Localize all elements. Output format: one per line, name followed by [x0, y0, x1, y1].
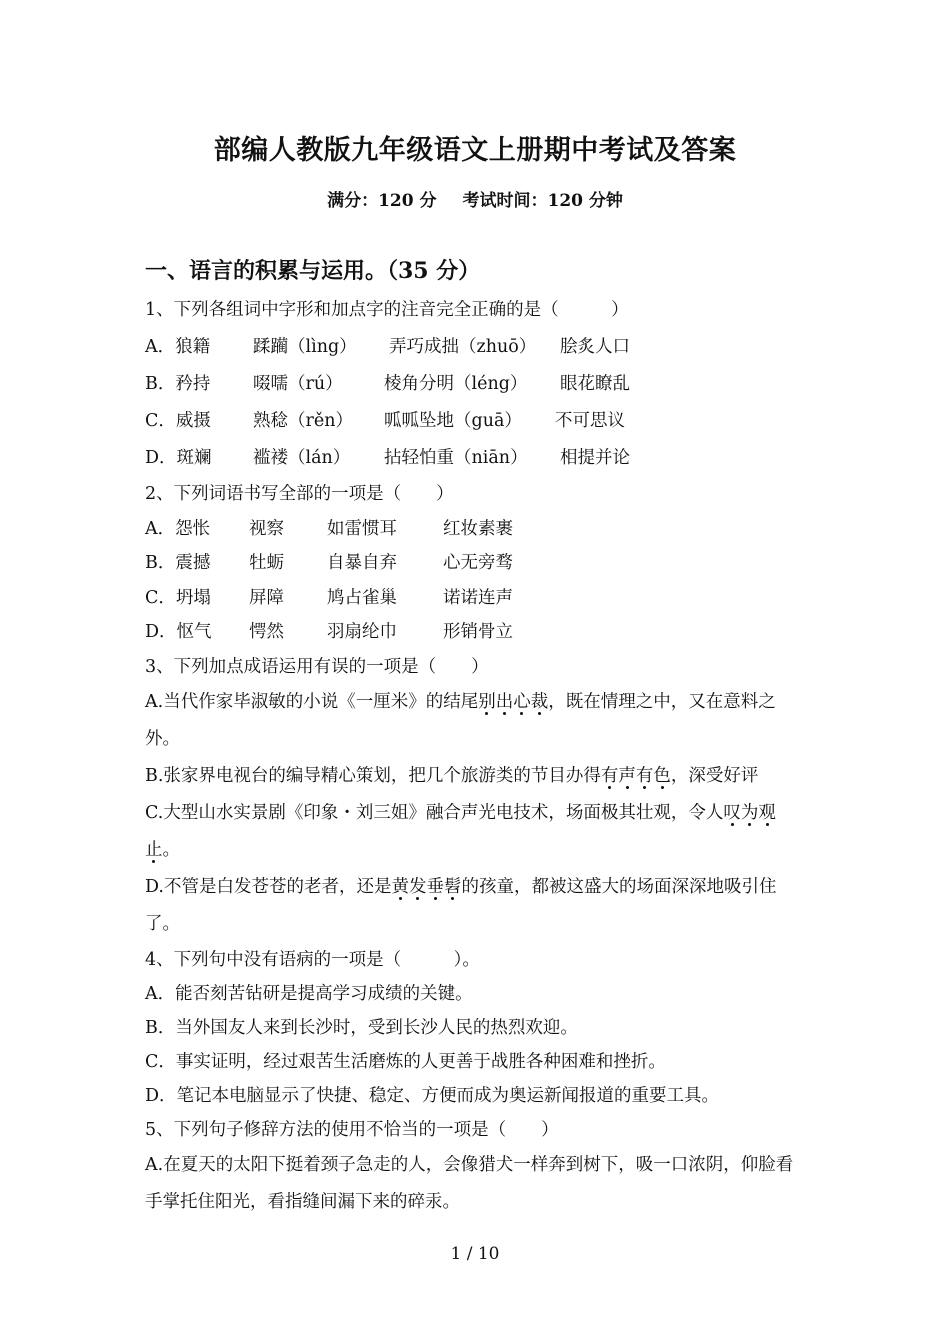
full-score: 满分：120 分 [327, 191, 437, 211]
option-d [145, 615, 810, 650]
option-word: 鸠占雀巢 [327, 587, 397, 608]
question-stem: 2、下列词语书写全部的一项是（ ） [145, 484, 454, 504]
emphasis-char: 有 [600, 765, 619, 786]
option-a [145, 684, 810, 758]
option-word: 自暴自弃 [327, 553, 397, 573]
option-b: B．当外国友人来到长沙时，受到长沙人民的热烈欢迎。 [145, 1017, 578, 1038]
emphasis-char: 色 [653, 765, 671, 786]
option-a [145, 512, 810, 547]
option-a: A.在夏天的太阳下挺着颈子急走的人，会像猎犬一样奔到树下，吸一口浓阴，仰脸看手掌托住阳光，看指缝间漏下来的碎汞。 [145, 1154, 794, 1212]
option-text: C.大型山水实景剧《印象・刘三姐》融合声光电技术，场面极其壮观，令人 [145, 802, 724, 823]
option-c [145, 795, 810, 869]
option-word: A．狼籍 [145, 337, 211, 357]
option-c: C．事实证明，经过艰苦生活磨炼的人更善于战胜各种困难和挫折。 [145, 1051, 666, 1072]
option-b [145, 546, 810, 581]
option-c [145, 581, 810, 616]
emphasis-char: 髫 [443, 876, 462, 897]
option-a: A．能否刻苦钻研是提高学习成绩的关键。 [145, 983, 473, 1004]
exam-time: 考试时间：120 分钟 [462, 191, 623, 211]
option-text: A.当代作家毕淑敏的小说《一厘米》的结尾 [145, 691, 479, 712]
section-heading: 一、语言的积累与运用。（35 分） [145, 258, 481, 284]
option-word: A．怨怅 [145, 518, 211, 539]
option-word: D．怄气 [145, 622, 212, 642]
option-d: D．笔记本电脑显示了快捷、稳定、方便而成为奥运新闻报道的重要工具。 [145, 1085, 720, 1106]
option-word: 红妆素裹 [443, 518, 513, 539]
option-text: B.张家界电视台的编导精心策划，把几个旅游类的节目办得 [145, 765, 601, 786]
question-stem: 5、下列句子修辞方法的使用不恰当的一项是（ ） [145, 1119, 559, 1140]
option-word: 褴褛（lán） [253, 448, 351, 468]
option-word: C．坍塌 [145, 587, 211, 608]
emphasis-char: 声 [618, 765, 636, 786]
option-word: 屏障 [249, 587, 284, 608]
question-2 [145, 477, 810, 650]
option-word: 不可思议 [555, 411, 625, 431]
option-word: C．威摄 [145, 411, 211, 431]
emphasis-char: 裁 [530, 691, 549, 712]
option-word: 弄巧成拙（zhuō） [389, 337, 537, 357]
option-text: 。 [162, 839, 180, 860]
emphasis-char: 为 [740, 802, 759, 823]
option-word: 愕然 [249, 622, 284, 642]
option-text: D.不管是白发苍苍的老者，还是 [145, 876, 392, 897]
option-word: 呱呱坠地（guā） [384, 411, 522, 431]
emphasis-char: 别 [478, 691, 496, 712]
option-word: 蹂躏（lìng） [253, 337, 357, 357]
option-word: 相提并论 [560, 448, 630, 468]
option-c [145, 403, 810, 440]
question-1 [145, 292, 810, 477]
emphasis-char: 有 [635, 765, 654, 786]
option-word: B．矜持 [145, 374, 211, 394]
dotted-idiom [478, 692, 548, 712]
option-text: ，深受好评 [670, 765, 759, 786]
emphasis-char: 垂 [426, 876, 444, 897]
dotted-idiom [601, 766, 671, 786]
dotted-idiom [391, 877, 461, 897]
question-4 [145, 943, 810, 1113]
option-b [145, 366, 810, 403]
page-number: 1 / 10 [450, 1244, 500, 1264]
emphasis-char: 黄 [391, 876, 409, 897]
option-word: 诺诺连声 [443, 587, 513, 608]
option-text: 的孩童，都被这盛大的场面深深地吸引住了。 [145, 876, 777, 934]
option-a [145, 329, 810, 366]
option-word: 脍炙人口 [560, 337, 630, 357]
question-3 [145, 650, 810, 943]
option-word: 心无旁骛 [443, 553, 513, 573]
emphasis-char: 止 [145, 839, 163, 860]
option-word: 视察 [249, 518, 284, 539]
question-stem: 3、下列加点成语运用有误的一项是（ ） [145, 656, 489, 677]
option-word: 羽扇纶巾 [327, 622, 397, 642]
option-word: 棱角分明（léng） [384, 374, 528, 394]
emphasis-char: 观 [758, 802, 776, 823]
emphasis-char: 心 [513, 691, 531, 712]
option-word: 拈轻怕重（niān） [384, 448, 528, 468]
option-word: 眼花瞭乱 [560, 374, 630, 394]
question-stem: 1、下列各组词中字形和加点字的注音完全正确的是（ ） [145, 300, 629, 320]
option-d [145, 869, 810, 943]
option-word: 牡蛎 [249, 553, 284, 573]
option-text: ，既在情理之中，又在意料之外。 [145, 691, 776, 749]
exam-info [0, 186, 950, 211]
question-stem: 4、下列句中没有语病的一项是（ ）。 [145, 949, 480, 970]
questions [145, 292, 810, 1221]
document-title: 部编人教版九年级语文上册期中考试及答案 [213, 135, 737, 166]
option-word: 如雷惯耳 [327, 518, 397, 539]
question-5 [145, 1113, 810, 1221]
option-b [145, 758, 810, 795]
option-d [145, 440, 810, 477]
option-word: 熟稔（rěn） [253, 411, 353, 431]
emphasis-char: 叹 [723, 802, 741, 823]
emphasis-char: 发 [408, 876, 427, 897]
emphasis-char: 出 [495, 691, 514, 712]
option-word: 形销骨立 [443, 622, 513, 642]
option-word: 啜嚅（rú） [253, 374, 343, 394]
option-word: B．震撼 [145, 553, 211, 573]
option-word: D．斑斓 [145, 448, 212, 468]
